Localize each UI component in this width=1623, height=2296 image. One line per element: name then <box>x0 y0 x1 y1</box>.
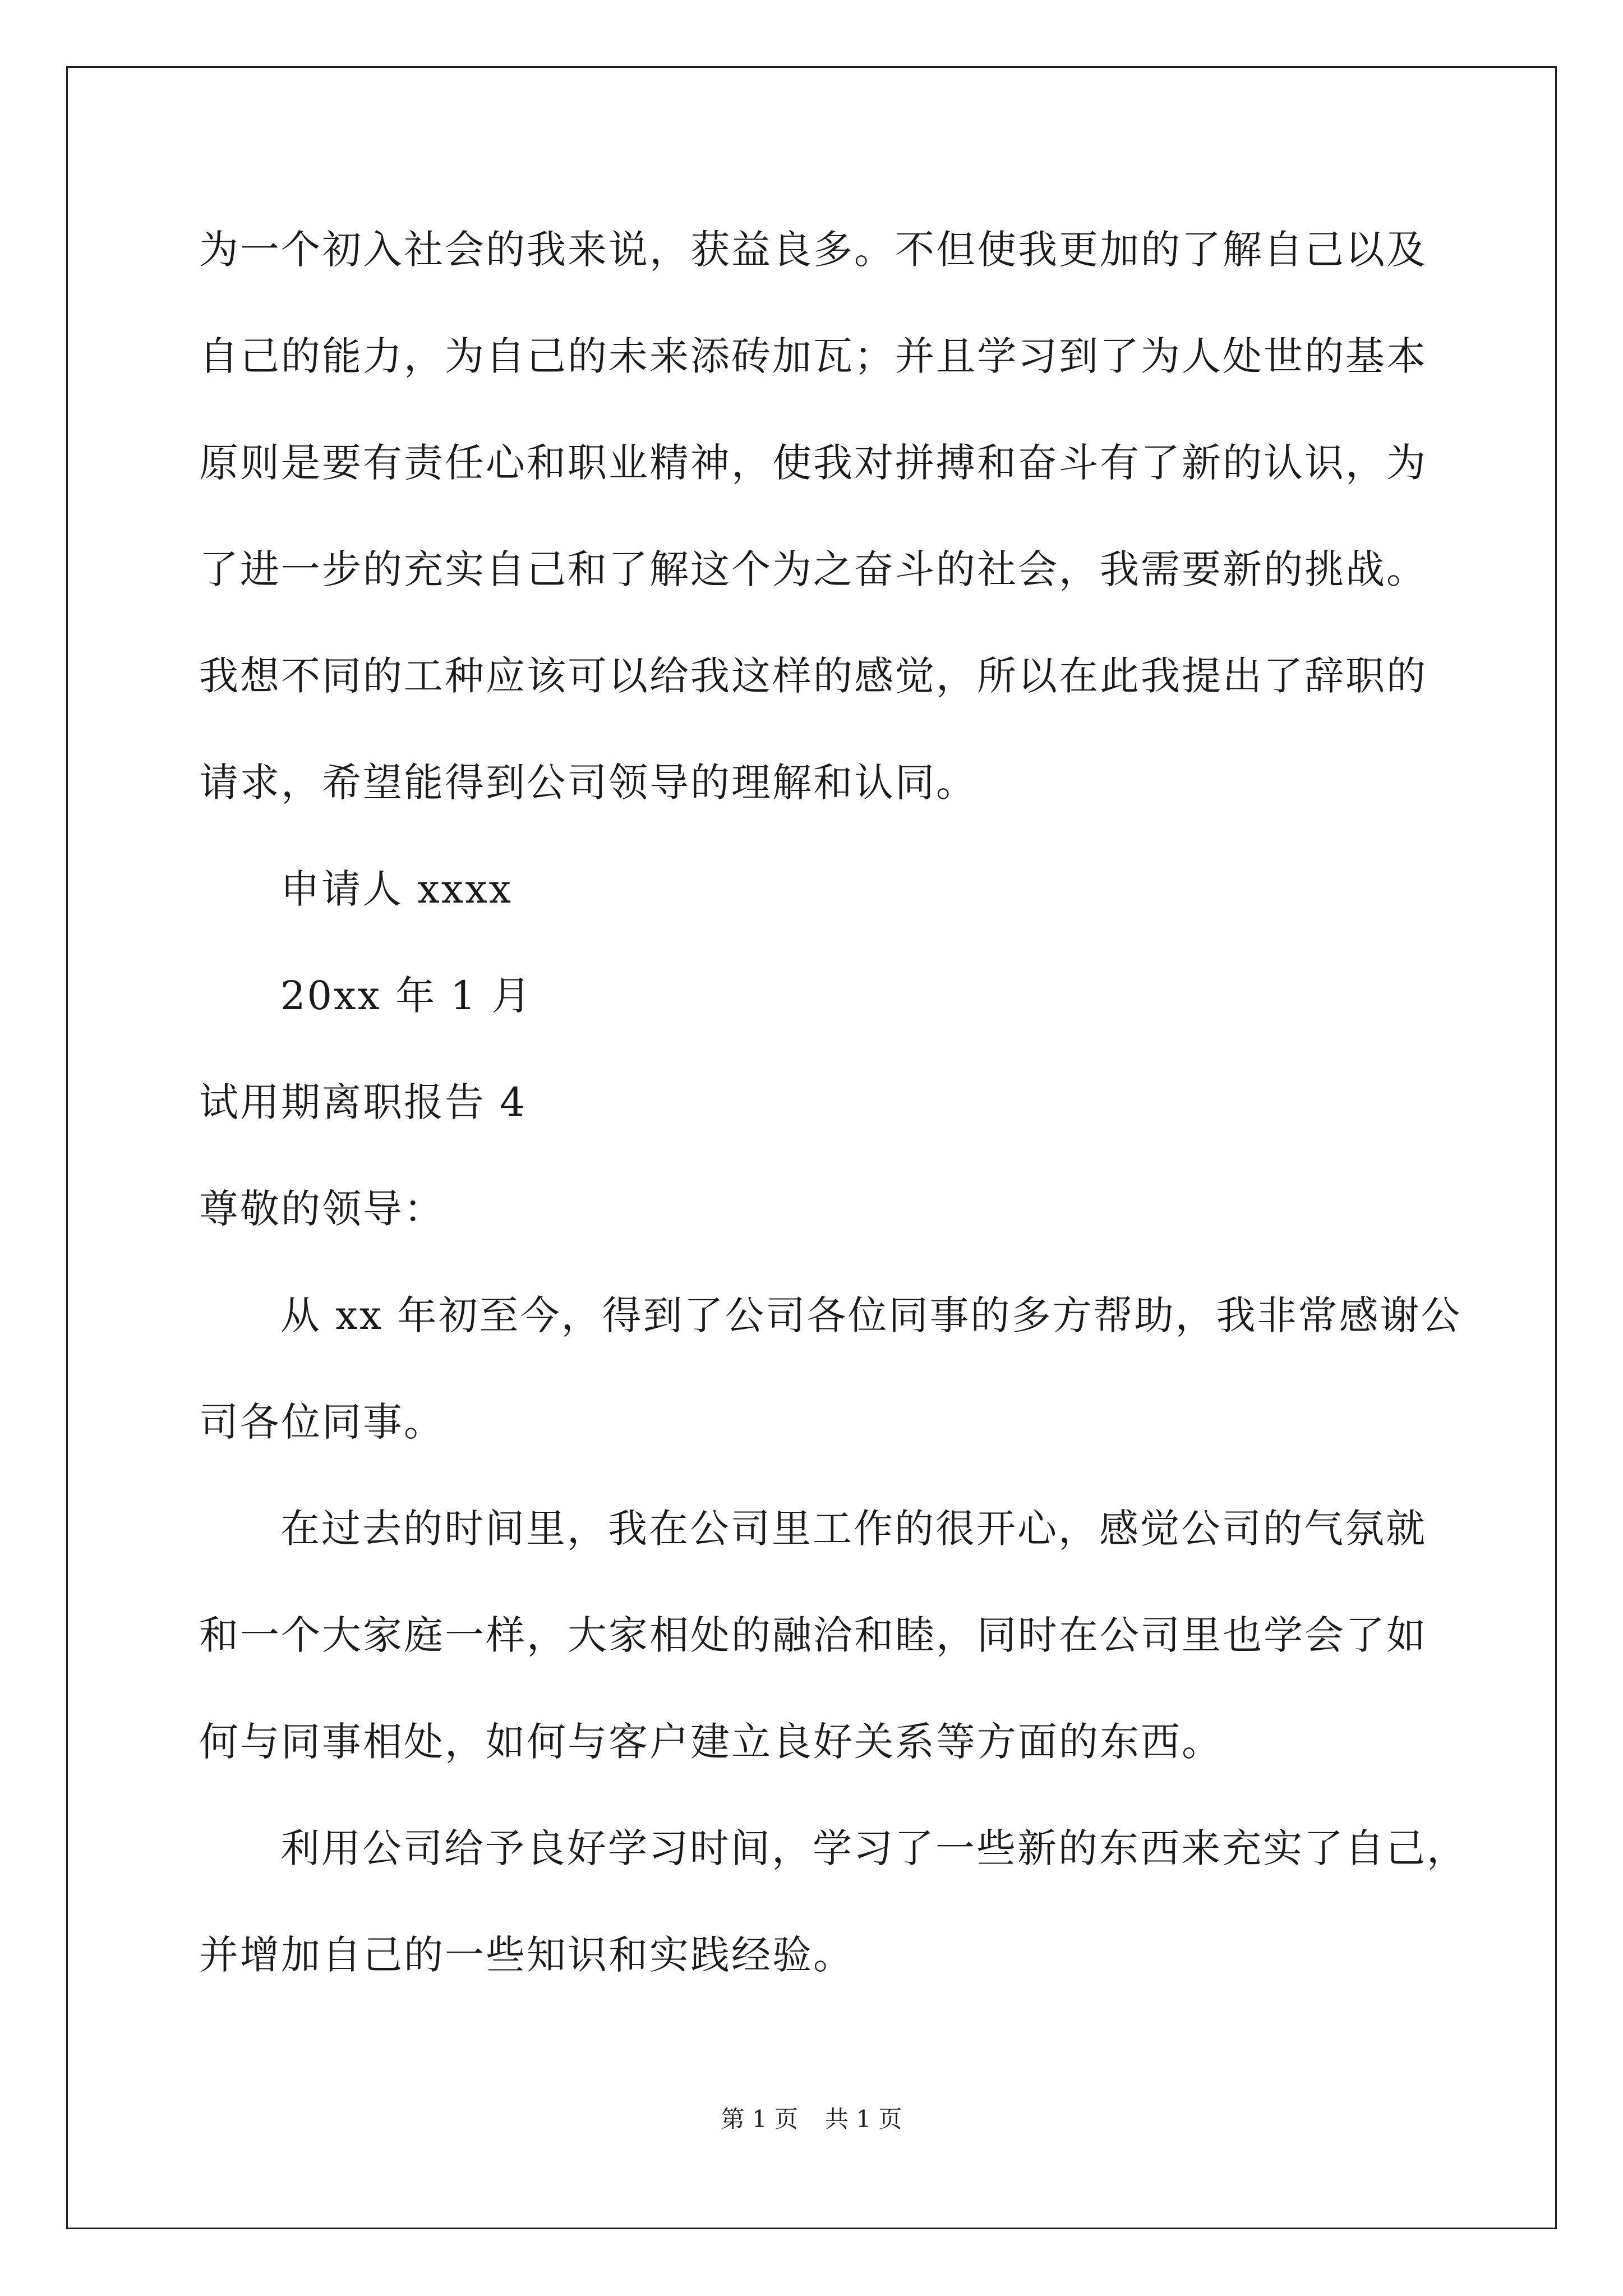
page-border <box>66 66 1557 2229</box>
body-line: 并增加自己的一些知识和实践经验。 <box>199 1932 854 1978</box>
page-number: 第 1 页 <box>721 2105 798 2133</box>
section-heading: 试用期离职报告 4 <box>199 1079 527 1125</box>
page-total: 共 1 页 <box>825 2105 902 2133</box>
body-line: 请求，希望能得到公司领导的理解和认同。 <box>199 760 977 806</box>
body-line: 司各位同事。 <box>199 1399 445 1445</box>
signature-date: 20xx 年 1 月 <box>280 973 533 1019</box>
body-line: 为一个初入社会的我来说，获益良多。不但使我更加的了解自己以及 <box>199 227 1427 273</box>
page-footer <box>0 2102 1623 2136</box>
body-line: 我想不同的工种应该可以给我这样的感觉，所以在此我提出了辞职的 <box>199 653 1427 699</box>
body-line: 了进一步的充实自己和了解这个为之奋斗的社会，我需要新的挑战。 <box>199 546 1427 592</box>
body-line: 从 xx 年初至今，得到了公司各位同事的多方帮助，我非常感谢公 <box>280 1292 1462 1338</box>
body-line: 利用公司给予良好学习时间，学习了一些新的东西来充实了自己， <box>280 1825 1468 1871</box>
body-line: 自己的能力，为自己的未来添砖加瓦；并且学习到了为人处世的基本 <box>199 333 1427 379</box>
salutation: 尊敬的领导： <box>199 1186 445 1232</box>
applicant-signature: 申请人 xxxx <box>280 866 513 912</box>
body-line: 在过去的时间里，我在公司里工作的很开心，感觉公司的气氛就 <box>280 1506 1427 1552</box>
body-line: 和一个大家庭一样，大家相处的融洽和睦，同时在公司里也学会了如 <box>199 1612 1427 1658</box>
body-line: 何与同事相处，如何与客户建立良好关系等方面的东西。 <box>199 1719 1223 1765</box>
body-line: 原则是要有责任心和职业精神，使我对拼搏和奋斗有了新的认识，为 <box>199 440 1427 486</box>
